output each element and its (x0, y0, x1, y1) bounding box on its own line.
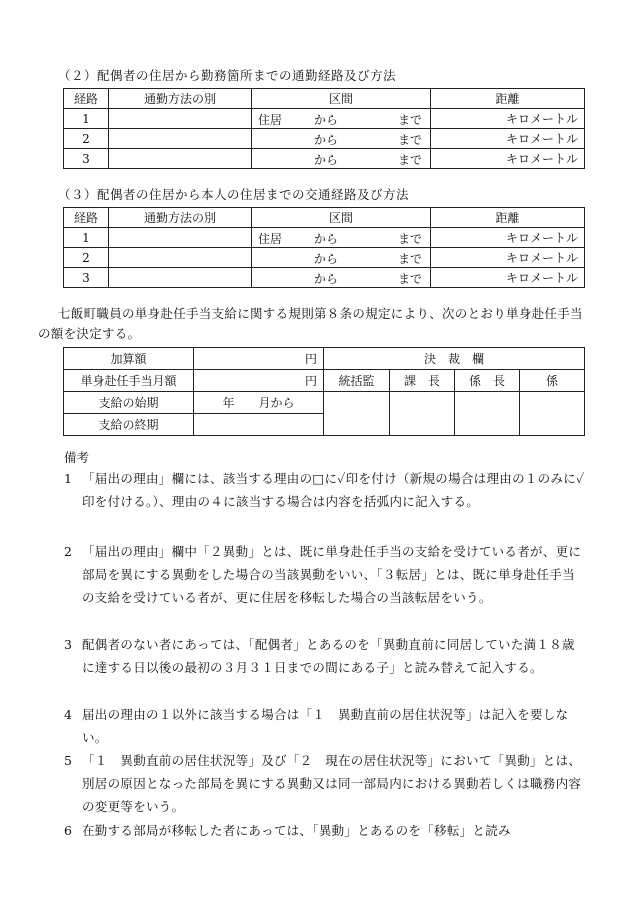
interval-from: から (314, 133, 339, 147)
table-row (64, 392, 585, 414)
end-period-field[interactable] (194, 414, 324, 436)
notes-title: 備考 (64, 450, 90, 465)
table-row (64, 348, 585, 370)
table-row (64, 149, 585, 169)
method-cell[interactable] (109, 129, 252, 149)
interval-to: まで (398, 252, 423, 266)
note-item (64, 749, 586, 818)
interval-from: から (314, 113, 339, 127)
method-cell[interactable] (109, 149, 252, 169)
section3-table (63, 207, 585, 288)
table-row (64, 370, 585, 392)
interval-to: まで (398, 232, 423, 246)
interval-cell[interactable] (252, 268, 431, 288)
approver-supervisor: 統括監 (324, 370, 390, 392)
note-item (64, 819, 586, 842)
note-text: 「届出の理由」欄には、該当する理由の□に✓印を付け（新規の場合は理由の１のみに✓印を付ける。）、理由の４に該当する場合は内容を括弧内に記入する。 (82, 471, 585, 509)
header-interval: 区間 (252, 208, 431, 228)
note-text: 在勤する部局が移転した者にあっては、「異動」とあるのを「移転」と読み (82, 823, 511, 838)
monthly-amount-field[interactable]: 円 (194, 370, 324, 392)
interval-from: から (314, 153, 339, 167)
interval-to: まで (398, 272, 423, 286)
route-number: 1 (64, 109, 109, 129)
addition-amount-field[interactable]: 円 (194, 348, 324, 370)
method-cell[interactable] (109, 109, 252, 129)
start-period-field[interactable]: 年 月から (194, 392, 324, 414)
note-number: 4 (64, 707, 73, 722)
note-item (64, 703, 586, 749)
section2-heading: （２）配偶者の住居から勤務箇所までの通勤経路及び方法 (58, 68, 397, 83)
interval-cell[interactable] (252, 129, 431, 149)
route-number: 1 (64, 228, 109, 248)
table-row (64, 268, 585, 288)
note-number: 5 (64, 753, 73, 768)
method-cell[interactable] (109, 228, 252, 248)
note-item (64, 467, 586, 513)
interval-to: まで (398, 133, 423, 147)
route-number: 2 (64, 248, 109, 268)
distance-cell[interactable]: キロメートル (431, 109, 585, 129)
seal-subsection-chief[interactable] (455, 392, 520, 436)
header-distance: 距離 (431, 89, 585, 109)
seal-section-chief[interactable] (390, 392, 455, 436)
interval-from: から (314, 272, 339, 286)
distance-cell[interactable]: キロメートル (431, 248, 585, 268)
interval-from: から (314, 232, 339, 246)
addition-label: 加算額 (64, 348, 194, 370)
note-item (64, 540, 586, 609)
note-number: 2 (64, 544, 73, 559)
method-cell[interactable] (109, 268, 252, 288)
note-number: 1 (64, 471, 73, 486)
interval-from: から (314, 252, 339, 266)
interval-start: 住居 (258, 232, 283, 246)
note-text: 「届出の理由」欄中「２異動」とは、既に単身赴任手当の支給を受けている者が、更に部局を異にする異動をした場合の当該異動をいい、「３転居」とは、既に単身赴任手当の支給を受けている者が、更に住居を移転した場合の当該転居をいう。 (82, 544, 582, 605)
distance-cell[interactable]: キロメートル (431, 268, 585, 288)
table-row (64, 228, 585, 248)
table-header-row (64, 89, 585, 109)
note-text: 配偶者のない者にあっては、「配偶者」とあるのを「異動直前に同居していた満１８歳に達する日以後の最初の３月３１日までの間にある子」と読み替えて記入する。 (82, 637, 575, 675)
route-number: 3 (64, 149, 109, 169)
header-route: 経路 (64, 89, 109, 109)
interval-to: まで (398, 153, 423, 167)
header-method: 通勤方法の別 (109, 89, 252, 109)
interval-cell[interactable] (252, 149, 431, 169)
table-row (64, 109, 585, 129)
decision-table (63, 347, 585, 436)
note-number: 3 (64, 637, 73, 652)
note-text: 届出の理由の１以外に該当する場合は「１ 異動直前の居住状況等」は記入を要しない。 (82, 707, 569, 745)
note-number: 6 (64, 823, 73, 838)
distance-cell[interactable]: キロメートル (431, 228, 585, 248)
approver-section-chief: 課 長 (390, 370, 455, 392)
note-item (64, 633, 586, 679)
decision-paragraph: 七飯町職員の単身赴任手当支給に関する規則第８条の規定により、次のとおり単身赴任手当の額を決定する。 (38, 306, 583, 341)
interval-cell[interactable] (252, 248, 431, 268)
table-row (64, 248, 585, 268)
distance-cell[interactable]: キロメートル (431, 149, 585, 169)
end-period-label: 支給の終期 (64, 414, 194, 436)
seal-supervisor[interactable] (324, 392, 390, 436)
header-route: 経路 (64, 208, 109, 228)
monthly-amount-label: 単身赴任手当月額 (64, 370, 194, 392)
method-cell[interactable] (109, 248, 252, 268)
interval-start: 住居 (258, 113, 283, 127)
interval-cell[interactable] (252, 109, 431, 129)
interval-cell[interactable] (252, 228, 431, 248)
note-text: 「１ 異動直前の居住状況等」及び「２ 現在の居住状況等」において「異動」とは、別居の原因となった部局を異にする異動又は同一部局内における異動若しくは職務内容の変更等をいう。 (82, 753, 582, 814)
section3-heading: （３）配偶者の住居から本人の住居までの交通経路及び方法 (58, 187, 410, 202)
section2-table (63, 88, 585, 169)
approval-header: 決 裁 欄 (324, 348, 585, 370)
start-period-label: 支給の始期 (64, 392, 194, 414)
route-number: 3 (64, 268, 109, 288)
approver-staff: 係 (520, 370, 585, 392)
header-interval: 区間 (252, 89, 431, 109)
table-row (64, 129, 585, 149)
header-distance: 距離 (431, 208, 585, 228)
interval-to: まで (398, 113, 423, 127)
header-method: 通勤方法の別 (109, 208, 252, 228)
approver-subsection-chief: 係 長 (455, 370, 520, 392)
distance-cell[interactable]: キロメートル (431, 129, 585, 149)
route-number: 2 (64, 129, 109, 149)
seal-staff[interactable] (520, 392, 585, 436)
table-header-row (64, 208, 585, 228)
